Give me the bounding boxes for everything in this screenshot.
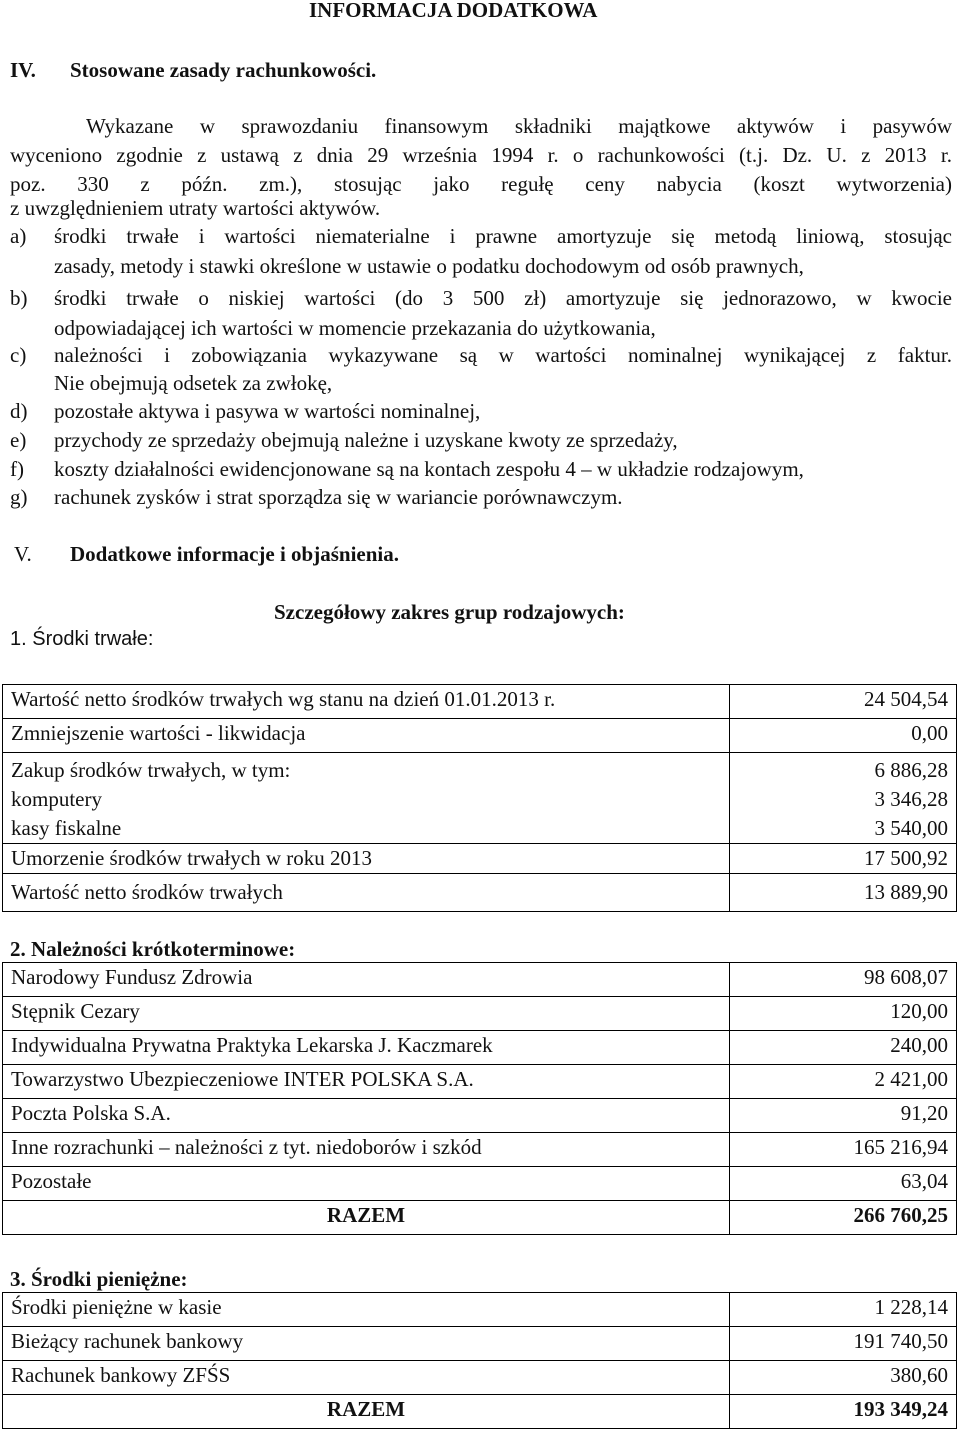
intro-line: poz. 330 z późn. zm.), stosując jako regułę ceny nabycia (koszt wytworzenia) bbox=[10, 172, 952, 196]
row-value: 24 504,54 bbox=[730, 685, 957, 719]
row-label: Wartość netto środków trwałych bbox=[3, 874, 730, 912]
table-row bbox=[3, 844, 957, 874]
row-value: 63,04 bbox=[730, 1167, 957, 1201]
list-marker: e) bbox=[10, 428, 27, 452]
row-label: Pozostałe bbox=[3, 1167, 730, 1201]
intro-line: wyceniono zgodnie z ustawą z dnia 29 września 1994 r. o rachunkowości (t.j. Dz. U. z 2013 r. bbox=[10, 143, 952, 167]
table-row bbox=[3, 1133, 957, 1167]
table-row bbox=[3, 685, 957, 719]
row-label: Stępnik Cezary bbox=[3, 997, 730, 1031]
section-v-subtitle: Szczegółowy zakres grup rodzajowych: bbox=[274, 600, 625, 624]
table-row bbox=[3, 753, 957, 844]
row-label: Umorzenie środków trwałych w roku 2013 bbox=[3, 844, 730, 874]
cash-table bbox=[2, 1292, 957, 1429]
row-label: Wartość netto środków trwałych wg stanu na dzień 01.01.2013 r. bbox=[3, 685, 730, 719]
row-label: Narodowy Fundusz Zdrowia bbox=[3, 963, 730, 997]
row-label: Inne rozrachunki – należności z tyt. niedoborów i szkód bbox=[3, 1133, 730, 1167]
total-row bbox=[3, 1201, 957, 1235]
receivables-table bbox=[2, 962, 957, 1235]
row-subvalue: 3 346,28 bbox=[874, 787, 948, 811]
total-row bbox=[3, 1395, 957, 1429]
section-v-title: Dodatkowe informacje i objaśnienia. bbox=[70, 542, 399, 566]
total-value: 193 349,24 bbox=[730, 1395, 957, 1429]
intro-line: Wykazane w sprawozdaniu finansowym składniki majątkowe aktywów i pasywów bbox=[86, 114, 952, 138]
row-sublabel: komputery bbox=[11, 787, 102, 811]
row-value: 380,60 bbox=[730, 1361, 957, 1395]
row-value: 1 228,14 bbox=[730, 1293, 957, 1327]
row-label: Zmniejszenie wartości - likwidacja bbox=[3, 719, 730, 753]
document-title: INFORMACJA DODATKOWA bbox=[309, 0, 598, 22]
list-marker: d) bbox=[10, 399, 28, 423]
row-label: Środki pieniężne w kasie bbox=[3, 1293, 730, 1327]
section-iv-title: Stosowane zasady rachunkowości. bbox=[70, 58, 377, 82]
row-value: 165 216,94 bbox=[730, 1133, 957, 1167]
row-label: Towarzystwo Ubezpieczeniowe INTER POLSKA S.A. bbox=[3, 1065, 730, 1099]
list-item-text: zasady, metody i stawki określone w ustawie o podatku dochodowym od osób prawnych, bbox=[54, 254, 804, 278]
row-value: 0,00 bbox=[730, 719, 957, 753]
row-value: 240,00 bbox=[730, 1031, 957, 1065]
row-label: Rachunek bankowy ZFŚS bbox=[3, 1361, 730, 1395]
row-value: 191 740,50 bbox=[730, 1327, 957, 1361]
list-marker: c) bbox=[10, 343, 27, 367]
table-row bbox=[3, 1361, 957, 1395]
total-label: RAZEM bbox=[3, 1201, 730, 1235]
total-label: RAZEM bbox=[3, 1395, 730, 1429]
list-item-text: odpowiadającej ich wartości w momencie przekazania do użytkowania, bbox=[54, 316, 656, 340]
table-row bbox=[3, 719, 957, 753]
list-item-text: pozostałe aktywa i pasywa w wartości nominalnej, bbox=[54, 399, 481, 423]
receivables-heading: 2. Należności krótkoterminowe: bbox=[10, 937, 296, 961]
cash-heading: 3. Środki pieniężne: bbox=[10, 1267, 188, 1291]
row-label-group bbox=[3, 753, 730, 844]
table-row bbox=[3, 1099, 957, 1133]
row-value-group bbox=[730, 753, 957, 844]
table-row bbox=[3, 1293, 957, 1327]
section-iv-number: IV. bbox=[10, 58, 36, 82]
row-value: 17 500,92 bbox=[730, 844, 957, 874]
row-label: Bieżący rachunek bankowy bbox=[3, 1327, 730, 1361]
table-row bbox=[3, 1167, 957, 1201]
list-item-text: przychody ze sprzedaży obejmują należne i uzyskane kwoty ze sprzedaży, bbox=[54, 428, 678, 452]
list-item-text: środki trwałe o niskiej wartości (do 3 500 zł) amortyzuje się jednorazowo, w kwocie bbox=[54, 286, 952, 310]
table-row bbox=[3, 997, 957, 1031]
table-row bbox=[3, 874, 957, 912]
total-value: 266 760,25 bbox=[730, 1201, 957, 1235]
list-item-text: Nie obejmują odsetek za zwłokę, bbox=[54, 371, 333, 395]
row-label: Indywidualna Prywatna Praktyka Lekarska J. Kaczmarek bbox=[3, 1031, 730, 1065]
table-row bbox=[3, 1065, 957, 1099]
section-v-number: V. bbox=[14, 542, 32, 566]
row-value: 6 886,28 bbox=[874, 758, 948, 782]
row-label: Poczta Polska S.A. bbox=[3, 1099, 730, 1133]
list-item-text: należności i zobowiązania wykazywane są w wartości nominalnej wynikającej z faktur. bbox=[54, 343, 952, 367]
row-value: 2 421,00 bbox=[730, 1065, 957, 1099]
table-row bbox=[3, 1031, 957, 1065]
row-value: 13 889,90 bbox=[730, 874, 957, 912]
row-value: 91,20 bbox=[730, 1099, 957, 1133]
list-marker: g) bbox=[10, 485, 28, 509]
fixed-assets-heading: 1. Środki trwałe: bbox=[10, 628, 154, 650]
row-value: 120,00 bbox=[730, 997, 957, 1031]
row-value: 98 608,07 bbox=[730, 963, 957, 997]
table-row bbox=[3, 963, 957, 997]
list-item-text: koszty działalności ewidencjonowane są na kontach zespołu 4 – w układzie rodzajowym, bbox=[54, 457, 804, 481]
row-subvalue: 3 540,00 bbox=[874, 816, 948, 840]
table-row bbox=[3, 1327, 957, 1361]
row-sublabel: kasy fiskalne bbox=[11, 816, 122, 840]
fixed-assets-table bbox=[2, 684, 957, 912]
list-item-text: rachunek zysków i strat sporządza się w wariancie porównawczym. bbox=[54, 485, 623, 509]
row-label: Zakup środków trwałych, w tym: bbox=[11, 758, 291, 782]
list-marker: f) bbox=[10, 457, 24, 481]
list-item-text: środki trwałe i wartości niematerialne i prawne amortyzuje się metodą liniową, stosując bbox=[54, 224, 952, 248]
list-marker: a) bbox=[10, 224, 27, 248]
list-marker: b) bbox=[10, 286, 28, 310]
intro-line: z uwzględnieniem utraty wartości aktywów. bbox=[10, 196, 381, 220]
